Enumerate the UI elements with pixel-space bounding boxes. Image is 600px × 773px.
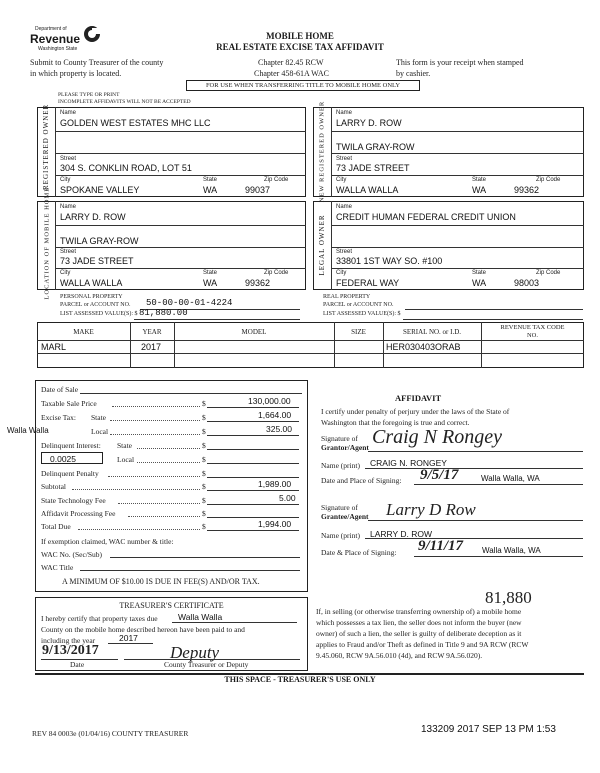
new-owner-street[interactable]: 73 JADE STREET [336, 163, 410, 173]
personal-property-label: PERSONAL PROPERTY [60, 294, 123, 300]
excise-state-label: State [91, 413, 106, 422]
grantor-sig-label-2: Grantor/Agent [321, 443, 369, 452]
subtotal-value[interactable]: 1,989.00 [258, 479, 292, 489]
warning-text-4: applies to Fraud and/or Theft as defined in Title 9 and 9A RCW (RCW [316, 640, 529, 649]
registered-owner-zip[interactable]: 99037 [245, 185, 271, 195]
grantor-date-label: Date and Place of Signing: [321, 476, 402, 485]
grantee-name-label: Name (print) [321, 531, 360, 540]
grantor-signature[interactable]: Craig N Rongey [372, 426, 502, 448]
wac-title-label: WAC Title [41, 563, 74, 572]
subtotal-label: Subtotal [41, 482, 67, 491]
grantee-date-label: Date & Place of Signing: [321, 548, 397, 557]
th-model: MODEL [241, 328, 267, 336]
receipt-text-2: by cashier. [396, 69, 431, 78]
delinquent-interest-label: Delinquent Interest: [41, 441, 101, 450]
affidavit-text-1: I certify under penalty of perjury under the laws of the State of [321, 407, 510, 416]
label-city: City [60, 177, 71, 183]
dollar-sign: $ [202, 469, 206, 478]
form-title-2: REAL ESTATE EXCISE TAX AFFIDAVIT [216, 42, 384, 52]
th-revenue: REVENUE TAX CODE NO. [500, 324, 565, 339]
location-street[interactable]: 73 JADE STREET [60, 256, 134, 266]
excise-local-value[interactable]: 325.00 [266, 424, 292, 434]
label-zip: Zip Code [536, 270, 561, 276]
td-year[interactable]: 2017 [141, 342, 162, 352]
exemption-label: If exemption claimed, WAC number & title: [41, 537, 174, 546]
affidavit-title: AFFIDAVIT [395, 393, 442, 403]
personal-parcel-value[interactable]: 50-00-00-01-4224 [146, 298, 233, 308]
submit-text-1: Submit to County Treasurer of the county [30, 58, 164, 67]
location-state[interactable]: WA [203, 278, 218, 288]
chapter-rcw: Chapter 82.45 RCW [258, 58, 324, 67]
new-owner-name-1[interactable]: LARRY D. ROW [336, 118, 402, 128]
new-owner-label: NEW REGISTERED OWNER [318, 100, 326, 203]
excise-local-label: Local [91, 427, 109, 436]
grantor-name[interactable]: CRAIG N. RONGEY [370, 458, 447, 468]
dollar-sign: $ [202, 455, 206, 464]
excise-state-value[interactable]: 1,664.00 [258, 410, 292, 420]
taxable-price-label: Taxable Sale Price [41, 399, 97, 408]
label-street: Street [60, 156, 77, 162]
grantee-sig-label-2: Grantee/Agent [321, 512, 369, 521]
new-owner-name-2[interactable]: TWILA GRAY-ROW [336, 142, 415, 152]
dollar-sign: $ [202, 427, 206, 436]
label-zip: Zip Code [264, 270, 289, 276]
treasurer-text-1: I hereby certify that property taxes due [41, 614, 158, 623]
logo-brand: Revenue [30, 32, 81, 46]
legal-owner-street[interactable]: 33801 1ST WAY SO. #100 [336, 256, 443, 266]
location-city[interactable]: WALLA WALLA [60, 278, 123, 288]
total-due-label: Total Due [41, 522, 71, 531]
local-annotation: Walla Walla [7, 426, 49, 435]
treasurer-title: TREASURER'S CERTIFICATE [119, 601, 224, 610]
transfer-note-box [186, 80, 420, 91]
label-state: State [472, 270, 487, 276]
taxable-price-value[interactable]: 130,000.00 [248, 396, 291, 406]
dollar-sign: $ [202, 509, 206, 518]
grantee-signature[interactable]: Larry D Row [386, 500, 476, 519]
label-zip: Zip Code [536, 177, 561, 183]
treasurer-year[interactable]: 2017 [119, 633, 138, 643]
excise-tax-label: Excise Tax: [41, 413, 76, 422]
receipt-text-1: This form is your receipt when stamped [396, 58, 524, 67]
dollar-sign: $ [202, 522, 206, 531]
form-revision: REV 84 0003e (01/04/16) COUNTY TREASURER [32, 729, 189, 738]
state-tech-fee-value[interactable]: 5.00 [279, 493, 296, 503]
label-name: Name [336, 204, 353, 210]
label-zip: Zip Code [264, 177, 289, 183]
label-city: City [336, 270, 347, 276]
di-rate-value: 0.0025 [50, 454, 76, 464]
logo-icon [82, 24, 102, 44]
dollar-sign: $ [202, 413, 206, 422]
assessed-label: LIST ASSESSED VALUE(S): $ [60, 311, 138, 317]
registered-owner-name[interactable]: GOLDEN WEST ESTATES MHC LLC [60, 118, 211, 128]
real-parcel-label: PARCEL or ACCOUNT NO. [323, 302, 394, 308]
real-property-label: REAL PROPERTY [323, 294, 371, 300]
location-label: LOCATION OF MOBILE HOME [43, 186, 51, 300]
minimum-note: A MINIMUM OF $10.00 IS DUE IN FEE(S) AND/OR TAX. [62, 577, 260, 586]
td-serial[interactable]: HER030403ORAB [386, 342, 461, 352]
form-title-1: MOBILE HOME [266, 31, 334, 41]
label-state: State [472, 177, 487, 183]
logo-top: Department of [35, 26, 67, 32]
wac-no-label: WAC No. (Sec/Sub) [41, 550, 103, 559]
th-make: MAKE [73, 328, 94, 336]
delinquent-penalty-label: Delinquent Penalty [41, 469, 99, 478]
warning-text-2: which possesses a tax lien, the seller does not inform the buyer (new [316, 618, 522, 627]
label-state: State [203, 270, 218, 276]
chapter-wac: Chapter 458-61A WAC [254, 69, 329, 78]
label-street: Street [60, 249, 77, 255]
di-rate-box[interactable] [41, 452, 103, 464]
di-local-label: Local [117, 455, 135, 464]
cashier-stamp: 133209 2017 SEP 13 PM 1:53 [421, 724, 556, 735]
label-city: City [60, 270, 71, 276]
transfer-note: FOR USE WHEN TRANSFERRING TITLE TO MOBILE HOME ONLY [205, 82, 401, 89]
new-owner-state[interactable]: WA [472, 185, 487, 195]
new-owner-city[interactable]: WALLA WALLA [336, 185, 399, 195]
grantee-date[interactable]: 9/11/17 [418, 538, 464, 554]
dollar-sign: $ [202, 482, 206, 491]
revenue-logo [30, 26, 105, 56]
location-name-1[interactable]: LARRY D. ROW [60, 212, 126, 222]
registered-owner-street[interactable]: 304 S. CONKLIN ROAD, LOT 51 [60, 163, 192, 173]
warning-text-5: 9.45.060, RCW 9A.56.010 (4d), and RCW 9A.56.020). [316, 651, 483, 660]
th-size: SIZE [351, 328, 366, 336]
assessed-value[interactable]: 81,880.00 [139, 308, 188, 318]
treasurer-county[interactable]: Walla Walla [178, 612, 223, 622]
treasurer-text-2: County on the mobile home described hereon have been paid to and [41, 625, 245, 634]
registered-owner-city[interactable]: SPOKANE VALLEY [60, 185, 140, 195]
warning-text-1: If, in selling (or otherwise transferring ownership of) a mobile home [316, 607, 522, 616]
handwritten-value: 81,880 [485, 588, 532, 607]
di-state-label: State [117, 441, 132, 450]
print-note-2: INCOMPLETE AFFIDAVITS WILL NOT BE ACCEPTED [58, 99, 191, 105]
state-tech-fee-label: State Technology Fee [41, 496, 106, 505]
grantor-place[interactable]: Walla Walla, WA [481, 474, 540, 483]
label-street: Street [336, 249, 353, 255]
td-make[interactable]: MARL [41, 342, 67, 352]
legal-owner-name[interactable]: CREDIT HUMAN FEDERAL CREDIT UNION [336, 212, 516, 222]
legal-owner-state[interactable]: WA [472, 278, 487, 288]
treasurer-use-only: THIS SPACE - TREASURER'S USE ONLY [224, 675, 376, 684]
new-owner-zip[interactable]: 99362 [514, 185, 540, 195]
total-due-value[interactable]: 1,994.00 [258, 519, 292, 529]
grantee-place[interactable]: Walla Walla, WA [482, 546, 541, 555]
treasurer-date[interactable]: 9/13/2017 [42, 643, 99, 658]
dollar-sign: $ [202, 399, 206, 408]
date-of-sale-label: Date of Sale [41, 385, 79, 394]
affidavit-fee-label: Affidavit Processing Fee [41, 509, 116, 518]
treasurer-signature[interactable]: Deputy [170, 643, 220, 662]
legal-owner-label: LEGAL OWNER [318, 214, 326, 276]
dollar-sign: $ [202, 441, 206, 450]
registered-owner-label: REGISTERED OWNER [42, 103, 50, 190]
label-name: Name [60, 110, 77, 116]
legal-owner-zip[interactable]: 98003 [514, 278, 540, 288]
affidavit-text-2: Washington that the foregoing is true and correct. [321, 418, 470, 427]
personal-parcel-label: PARCEL or ACCOUNT NO. [60, 302, 131, 308]
registered-owner-state[interactable]: WA [203, 185, 218, 195]
treasurer-date-label: Date [70, 660, 85, 669]
real-assessed-label: LIST ASSESSED VALUE(S): $ [323, 311, 401, 317]
treasurer-text-3: including the year [41, 636, 96, 645]
dollar-sign: $ [202, 496, 206, 505]
grantee-name[interactable]: LARRY D. ROW [370, 529, 433, 539]
logo-sub: Washington State [38, 46, 78, 52]
legal-owner-city[interactable]: FEDERAL WAY [336, 278, 400, 288]
treasurer-sig-label: County Treasurer or Deputy [164, 660, 249, 669]
grantee-sig-label-1: Signature of [321, 503, 358, 512]
print-note-1: PLEASE TYPE OR PRINT [58, 92, 120, 98]
label-name: Name [336, 110, 353, 116]
label-city: City [336, 177, 347, 183]
th-year: YEAR [142, 328, 162, 336]
grantor-date[interactable]: 9/5/17 [420, 467, 459, 483]
label-street: Street [336, 156, 353, 162]
label-name: Name [60, 204, 77, 210]
location-zip[interactable]: 99362 [245, 278, 271, 288]
label-state: State [203, 177, 218, 183]
grantor-sig-label-1: Signature of [321, 434, 358, 443]
th-serial: SERIAL NO. or I.D. [402, 328, 462, 336]
location-name-2[interactable]: TWILA GRAY-ROW [60, 236, 139, 246]
grantor-name-label: Name (print) [321, 461, 360, 470]
warning-text-3: owner) of such a lien, the seller is guilty of deliberate deception as it [316, 629, 522, 638]
submit-text-2: in which property is located. [30, 69, 122, 78]
